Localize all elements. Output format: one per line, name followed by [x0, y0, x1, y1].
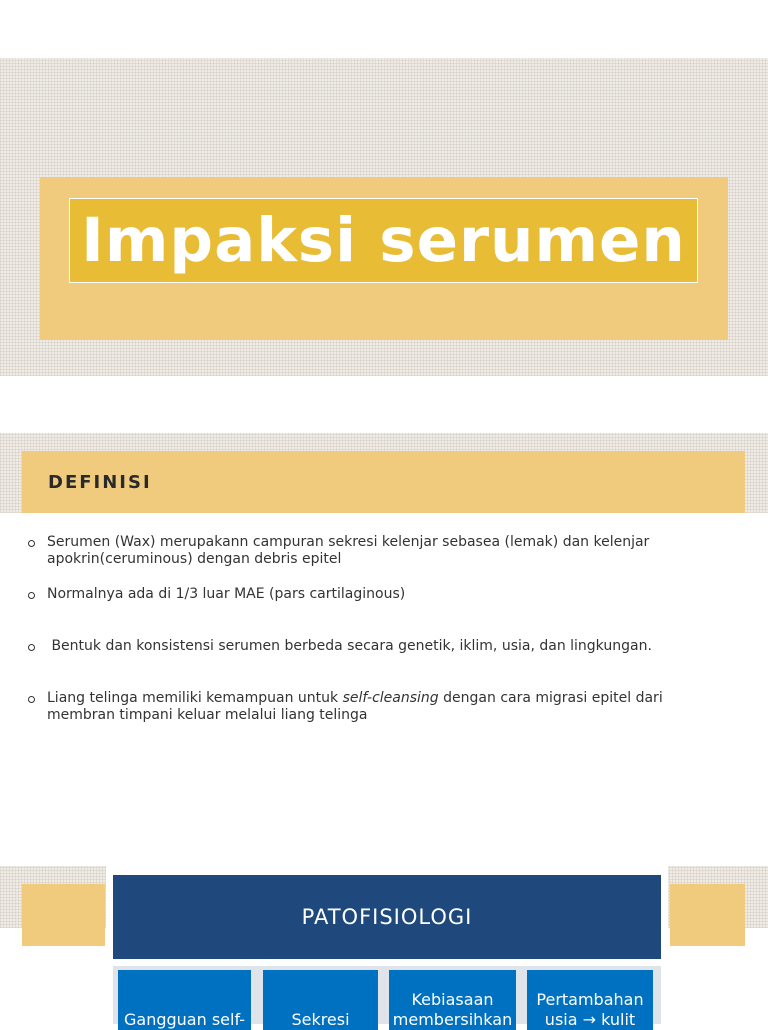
box-line2: membersihkan: [392, 1010, 513, 1029]
bullet-text: Serumen (Wax) merupakann campuran sekresi kelenjar sebasea (lemak) dan kelenjar apokrin(ceruminous) dengan debris epitel: [47, 534, 650, 567]
bullet-icon: [28, 644, 35, 651]
box-line2: Gangguan self-: [124, 1010, 245, 1029]
bullet-icon: [28, 540, 35, 547]
bullet-text: Normalnya ada di 1/3 luar MAE (pars cartilaginous): [47, 586, 406, 602]
bullet-text-pre: Liang telinga memiliki kemampuan untuk: [47, 690, 343, 706]
pathophysiology-box-4: [527, 970, 653, 1030]
box-line1: [263, 990, 378, 1010]
title-frame: [69, 198, 698, 283]
list-item: [28, 586, 728, 603]
slide-title: Impaksi serumen: [81, 205, 686, 276]
pathophysiology-box-3: [389, 970, 516, 1030]
box-line1: [118, 990, 251, 1010]
bullet-text-post: dengan cara migrasi epitel dari membran timpani keluar melalui liang telinga: [47, 690, 663, 723]
bullet-text: [47, 690, 687, 724]
box-line2: usia → kulit: [544, 1010, 636, 1029]
pathophysiology-box-2: [263, 970, 378, 1030]
list-item: [28, 534, 728, 568]
patofisiologi-title: PATOFISIOLOGI: [301, 905, 473, 929]
definisi-title: DEFINISI: [48, 471, 152, 493]
bullet-text: Bentuk dan konsistensi serumen berbeda secara genetik, iklim, usia, dan lingkungan.: [47, 638, 652, 654]
bullet-icon: [28, 696, 35, 703]
pathophysiology-box-1: [118, 970, 251, 1030]
side-accent-right: [670, 884, 745, 946]
list-item: [28, 638, 728, 655]
list-item: [28, 690, 728, 724]
bullet-text-emphasis: self-cleansing: [342, 690, 439, 706]
patofisiologi-header: [113, 875, 661, 959]
definisi-header: [22, 451, 745, 513]
bullet-icon: [28, 592, 35, 599]
side-accent-left: [22, 884, 105, 946]
box-line2: Sekresi: [291, 1010, 350, 1029]
box-line1: Kebiasaan: [411, 990, 494, 1009]
box-line1: Pertambahan: [536, 990, 644, 1009]
